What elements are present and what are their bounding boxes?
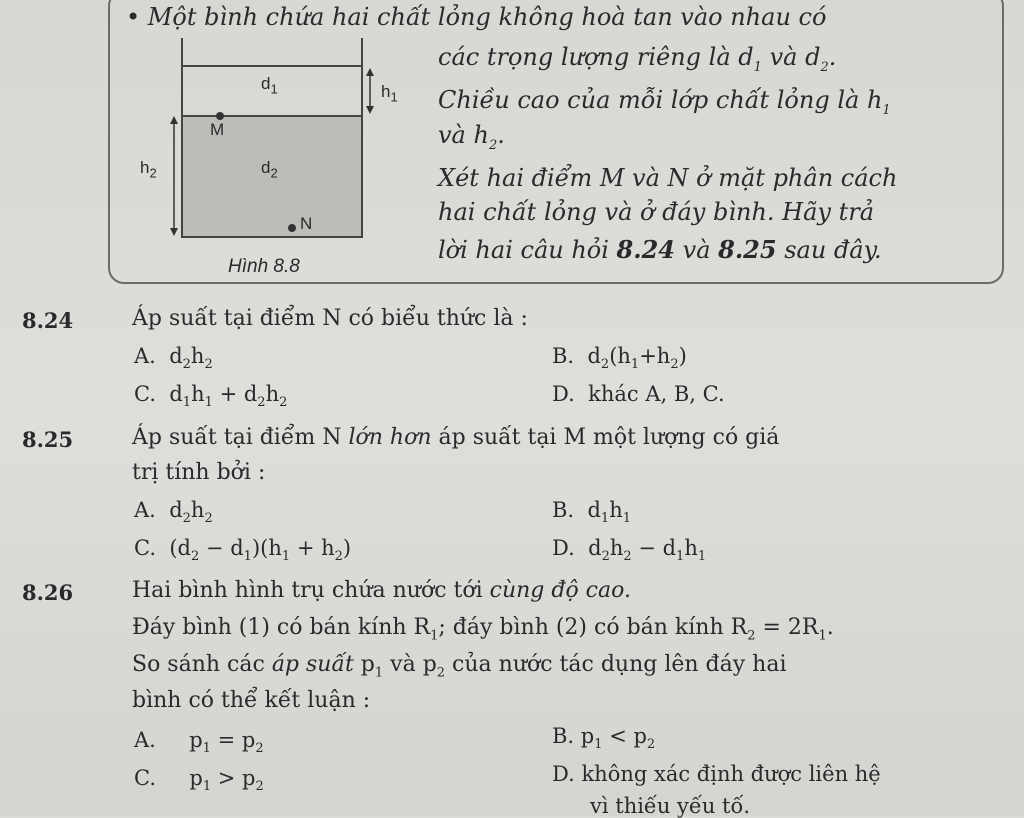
q825-option-c: C. $(d_2 - d_1)(h_1 + h_2)$ <box>134 536 352 565</box>
q825-a-label: A. <box>134 498 156 522</box>
intro-line-4: và $h_2$. <box>438 121 505 153</box>
intro-text-7b: 8.24 <box>616 235 675 264</box>
q825-text-line2: trị tính bởi : <box>132 460 266 485</box>
q825-option-a: A. $d_2h_2$ <box>134 498 213 527</box>
q826-text <box>132 578 631 603</box>
intro-text-7e: sau đây. <box>776 236 882 264</box>
h1-arrow-head-down <box>366 106 374 114</box>
intro-text-3: Chiều cao của mỗi lớp chất lỏng là h <box>438 86 883 114</box>
q825-d-label: D. <box>552 536 575 560</box>
point-m <box>216 112 224 120</box>
q824-d-text: khác A, B, C. <box>588 382 725 406</box>
q826-line3-e: của nước tác dụng lên đáy hai <box>445 652 787 677</box>
label-d2-text: d <box>261 158 271 177</box>
q824-option-b: B. $d_2(h_1+h_2)$ <box>552 344 687 373</box>
label-d1-text: d <box>261 74 271 93</box>
q826-line4: bình có thể kết luận : <box>132 688 371 713</box>
q824-option-d <box>552 382 725 406</box>
q826-text-a: Hai bình hình trụ chứa nước tới <box>132 578 490 603</box>
intro-line-7 <box>438 235 1004 264</box>
label-h1: $h_1$ <box>381 82 398 105</box>
intro-text-6: hai chất lỏng và ở đáy bình. Hãy trả <box>438 198 875 226</box>
q824-d-label: D. <box>552 382 575 406</box>
intro-text-5: Xét hai điểm M và N ở mặt phân cách <box>438 164 898 192</box>
q826-line3-b: áp suất <box>271 652 354 677</box>
intro-text-4: và h <box>438 121 489 149</box>
q826-option-b: B. $p_1 < p_2$ <box>552 724 656 753</box>
label-m: M <box>210 120 225 139</box>
q826-line2-b: ; đáy bình (2) có bán kính R <box>438 615 748 640</box>
q826-option-a: A. $p_1 = p_2$ <box>134 728 264 757</box>
q824-number: 8.24 <box>22 308 74 333</box>
q825-text-c: áp suất tại M một lượng có giá <box>431 425 780 450</box>
q824-c-label: C. <box>134 382 156 406</box>
q826-line2-a: Đáy bình (1) có bán kính R <box>132 615 431 640</box>
q824-option-c: C. $d_1h_1 + d_2h_2$ <box>134 382 288 411</box>
intro-text-7c: và <box>675 236 719 264</box>
label-h2-text: h <box>140 158 150 177</box>
label-d2: $d_2$ <box>261 158 278 181</box>
q824-text: Áp suất tại điểm N có biểu thức là : <box>132 306 528 331</box>
intro-text-2: các trọng lượng riêng là d <box>438 43 754 71</box>
q825-text-a: Áp suất tại điểm N <box>132 425 349 450</box>
q826-line3-d: và p <box>383 652 437 677</box>
intro-line-6 <box>438 198 1004 226</box>
q826-option-d-line2: vì thiếu yếu tố. <box>590 794 751 818</box>
point-n <box>288 224 296 232</box>
intro-text-2b: và d <box>761 43 821 71</box>
q826-line3-c: p <box>353 652 375 677</box>
intro-line-3: Chiều cao của mỗi lớp chất lỏng là $h_1$ <box>438 86 891 118</box>
intro-text-1: Một bình chứa hai chất lỏng không hoà tan vào nhau có <box>147 3 827 31</box>
q825-option-b: B. $d_1h_1$ <box>552 498 631 527</box>
q824-a-label: A. <box>134 344 156 368</box>
q826-d-line1: không xác định được liên hệ <box>581 762 881 786</box>
q826-c-label: C. <box>134 766 156 790</box>
q825-b-label: B. <box>552 498 575 522</box>
label-h1-text: h <box>381 82 391 101</box>
q826-option-c: C. $p_1 > p_2$ <box>134 766 264 795</box>
intro-text-7d: 8.25 <box>718 235 777 264</box>
intro-line-5 <box>438 164 1004 192</box>
h2-arrow-head-down <box>170 228 178 236</box>
q825-option-d: D. $d_2h_2 - d_1h_1$ <box>552 536 707 565</box>
q826-option-d <box>552 762 881 786</box>
label-d1: $d_1$ <box>261 74 278 97</box>
q826-line3-a: So sánh các <box>132 652 272 677</box>
q826-line2-c: = 2R <box>755 615 819 640</box>
q825-text <box>132 425 779 450</box>
q826-line2: Đáy bình (1) có bán kính $R_1$; đáy bình (2) có bán kính $R_2 = 2R_1$. <box>132 615 834 644</box>
q826-b-label: B. <box>552 724 575 748</box>
q824-option-a: A. $d_2h_2$ <box>134 344 213 373</box>
q826-text-b: cùng độ cao. <box>489 578 631 603</box>
q826-d-label: D. <box>552 762 575 786</box>
vessel-figure <box>130 30 410 250</box>
h1-arrow-head-up <box>366 68 374 76</box>
q825-text-b: lớn hơn <box>348 425 432 450</box>
q826-line3: So sánh các áp suất $p_1$ và $p_2$ của nước tác dụng lên đáy hai <box>132 652 787 681</box>
label-h2: $h_2$ <box>140 158 157 181</box>
q825-c-label: C. <box>134 536 156 560</box>
q826-number: 8.26 <box>22 580 74 605</box>
intro-line-1: • Một bình chứa hai chất lỏng không hoà tan vào nhau có <box>126 3 827 31</box>
h2-arrow-head-up <box>170 116 178 124</box>
q826-a-label: A. <box>134 728 156 752</box>
q825-number: 8.25 <box>22 427 74 452</box>
figure-caption: Hình 8.8 <box>228 256 300 277</box>
label-n: N <box>300 214 313 233</box>
intro-text-7a: lời hai câu hỏi <box>438 236 617 264</box>
intro-line-2: các trọng lượng riêng là $d_1$ và $d_2$. <box>438 43 837 75</box>
q824-b-label: B. <box>552 344 575 368</box>
